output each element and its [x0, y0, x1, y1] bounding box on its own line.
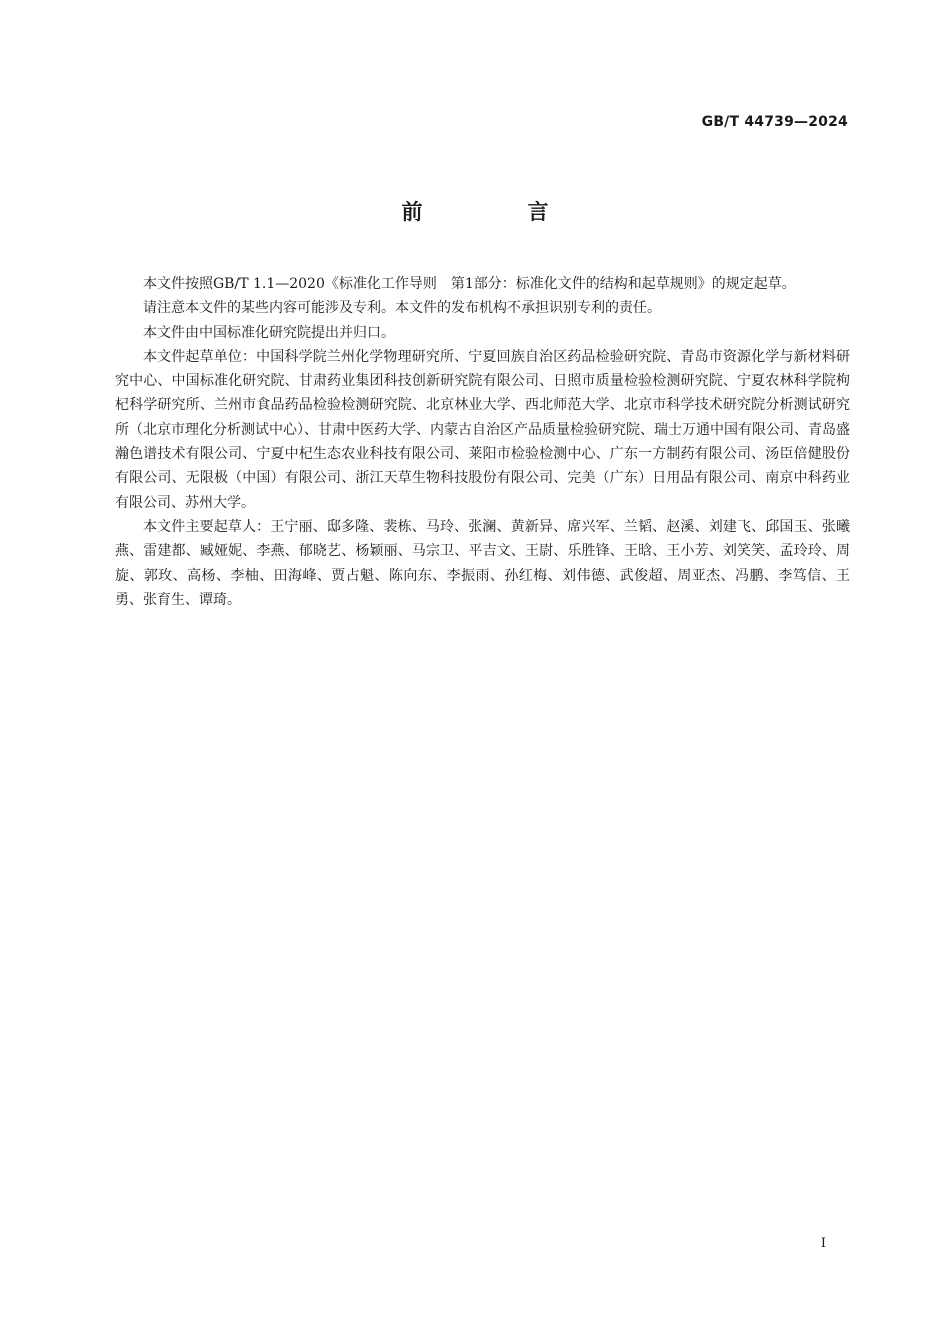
- paragraph-proposer: 本文件由中国标准化研究院提出并归口。: [143, 324, 395, 341]
- page-title: 前 言: [401, 200, 591, 224]
- foreword-body: [115, 272, 850, 612]
- paragraph-patent-notice: 请注意本文件的某些内容可能涉及专利。本文件的发布机构不承担识别专利的责任。: [143, 300, 661, 317]
- paragraph-drafting-units: 本文件起草单位：中国科学院兰州化学物理研究所、宁夏回族自治区药品检验研究院、青岛市资源化学与新材料研究中心、中国标准化研究院、甘肃药业集团科技创新研究院有限公司、日照市质量检验检测研究院、宁夏农林科学院枸杞科学研究所、兰州市食品药品检验检测研究院、北京林业大学、西北师范大学、北京市科学技术研究院分析测试研究所（北京市理化分析测试中心）、甘肃中医药大学、内蒙古自治区产品质量检验研究院、瑞士万通中国有限公司、青岛盛瀚色谱技术有限公司、宁夏中杞生态农业科技有限公司、莱阳市检验检测中心、广东一方制药有限公司、汤臣倍健股份有限公司、无限极（中国）有限公司、浙江天草生物科技股份有限公司、完美（广东）日用品有限公司、南京中科药业有限公司、苏州大学。: [115, 348, 850, 511]
- page-number: I: [820, 1236, 826, 1251]
- paragraph-drafting-rules: 本文件按照GB/T 1.1—2020《标准化工作导则 第1部分：标准化文件的结构和起草规则》的规定起草。: [143, 276, 796, 292]
- document-code: GB/T 44739—2024: [701, 114, 848, 130]
- paragraph-drafters: 本文件主要起草人：王宁丽、邸多隆、裴栋、马玲、张澜、黄新异、席兴军、兰韬、赵溪、刘建飞、邱国玉、张曦燕、雷建都、臧娅妮、李燕、郁晓艺、杨颖丽、马宗卫、平吉文、王尉、乐胜锋、王晗、王小芳、刘笑笑、孟玲玲、周旋、郭玫、高杨、李柚、田海峰、贾占魁、陈向东、李振雨、孙红梅、刘伟德、武俊超、周亚杰、冯鹏、李笃信、王勇、张育生、谭琦。: [115, 518, 850, 608]
